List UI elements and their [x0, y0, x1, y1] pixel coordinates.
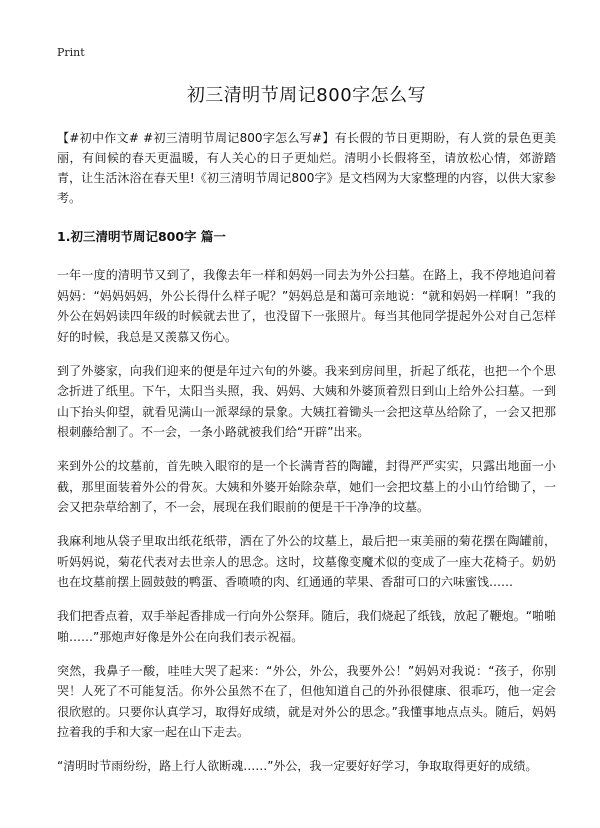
body-paragraph-6: 突然，我鼻子一酸，哇哇大哭了起来：“外公，外公，我要外公！”妈妈对我说：“孩子，你别哭！人死了不可能复活。你外公虽然不在了，但他知道自己的外孙很健康、很乖巧，他一定会很欣慰的。只要你认真学习，取得好成绩，就是对外公的思念。”我懂事地点点头。随后，妈妈拉着我的手和大家一起在山下走去。	[57, 663, 556, 739]
print-link[interactable]: Print	[57, 46, 85, 59]
body-paragraph-3: 来到外公的坟墓前，首先映入眼帘的是一个长满青苔的陶罐，封得严严实实，只露出地面一小截，那里面装着外公的骨灰。大姨和外婆开始除杂草，她们一会把坟墓上的小山竹给锄了，一会又把杂草给割了，不一会，展现在我们眼前的便是干干净净的坟墓。	[57, 459, 556, 514]
section-heading: 1.初三清明节周记800字 篇一	[57, 229, 226, 244]
body-paragraph-2: 到了外婆家，向我们迎来的便是年过六旬的外婆。我来到房间里，折起了纸花，也把一个个思念折进了纸里。下午，太阳当头照，我、妈妈、大姨和外婆顶着烈日到山上给外公扫墓。一到山下抬头仰望，就看见满山一派翠绿的景象。大姨扛着锄头一会把这草丛给除了，一会又把那根刺藤给割了。不一会，一条小路就被我们给“开辟”出来。	[57, 363, 556, 439]
body-paragraph-1: 一年一度的清明节又到了，我像去年一样和妈妈一同去为外公扫墓。在路上，我不停地追问着妈妈：“妈妈妈妈，外公长得什么样子呢？”妈妈总是和蔼可亲地说：“就和妈妈一样啊！”我的外公在妈妈读四年级的时候就去世了，也没留下一张照片。每当其他同学提起外公对自己怎样好的时候，我总是又羡慕又伤心。	[57, 268, 556, 344]
body-paragraph-5: 我们把香点着，双手举起香排成一行向外公祭拜。随后，我们烧起了纸钱，放起了鞭炮。“啪啪啪……”那炮声好像是外公在向我们表示祝福。	[57, 609, 556, 644]
page-title: 初三清明节周记800字怎么写	[186, 85, 427, 106]
body-paragraph-4: 我麻利地从袋子里取出纸花纸带，洒在了外公的坟墓上，最后把一束美丽的菊花摆在陶罐前，听妈妈说，菊花代表对去世亲人的思念。这时，坟墓像变魔术似的变成了一座大花椅子。奶奶也在坟墓前摆上圆鼓鼓的鸭蛋、香喷喷的肉、红通通的苹果、香甜可口的六味蜜饯……	[57, 534, 556, 589]
body-paragraph-7: “清明时节雨纷纷，路上行人欲断魂……”外公，我一定要好好学习，争取取得更好的成绩。	[57, 759, 538, 773]
intro-paragraph: 【#初中作文# #初三清明节周记800字怎么写#】有长假的节日更期盼，有人赏的景色更美丽，有间候的春天更温暖，有人关心的日子更灿烂。清明小长假将至，请放松心情，郊游踏青，让生活沐浴在春天里!《初三清明节周记800字》是文档网为大家整理的内容，以供大家参考。	[57, 131, 556, 205]
